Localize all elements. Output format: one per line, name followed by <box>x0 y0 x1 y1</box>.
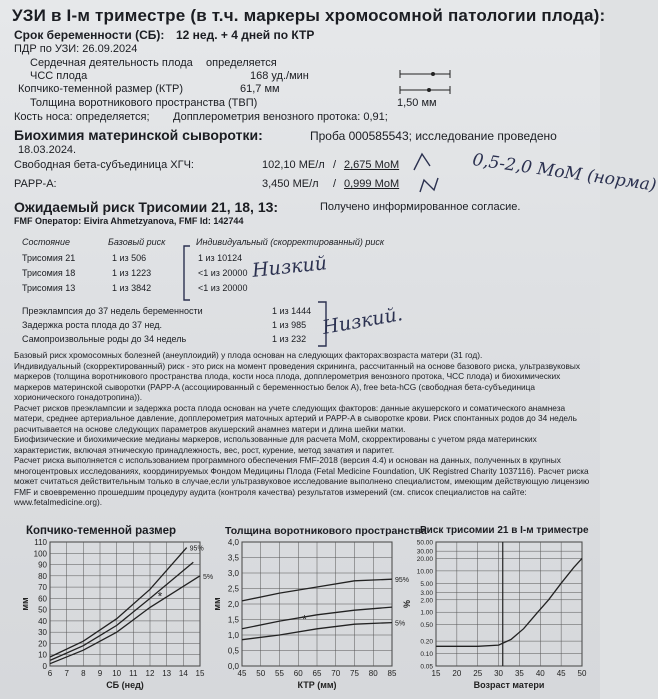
paragraph: Биофизические и биохимические медианы маркеров, использованные для расчета МоМ, скорректированы с учетом ряда материнских характеристик, включая этническую принадлежность, вес, рост, курение, метод зачатия и паритет. <box>14 434 537 455</box>
x-axis-label: КТР (мм) <box>297 680 337 690</box>
y-tick-label: 2,0 <box>227 600 239 609</box>
x-tick-label: 10 <box>112 669 122 678</box>
fhr-value: 168 уд./мин <box>250 70 309 82</box>
y-tick-label: 90 <box>38 560 47 570</box>
y-tick-label: 70 <box>38 583 47 593</box>
edd: ПДР по УЗИ: 26.09.2024 <box>14 43 138 55</box>
gestation-label: Срок беременности (СБ): <box>14 28 165 42</box>
paragraph: Расчет риска выполняется с использованием программного обеспечения FMF-2018 (версия 4.4) и основан на данных, полученных в крупных многоцентровых исследованиях, координируемых Фондом Медицины Плода (Fetal Medicine Foundation, UK Registred Charity 1037116). Расчет риска может считаться действительным только в случае,если ультразвуковое исследование выполнено специалистом, имеющим действующую лицензию FMF и своевременно прошедшим процедуру аудита (контроля качества) результатов измерений (см. список специалистов на сайте: www.fetalmedicine.org). <box>14 455 590 507</box>
paragraph: Базовый риск хромосомных болезней (анеуплоидий) у плода основан на следующих факторах:возраста матери (31 год). <box>14 350 483 360</box>
x-tick-label: 75 <box>350 669 359 678</box>
col-base-risk: Базовый риск <box>108 237 166 247</box>
gestation-value: 12 нед. + 4 дней по КТР <box>176 28 315 42</box>
handwritten-low-1: Низкий <box>251 252 328 282</box>
other-row-condition: Задержка роста плода до 37 нед. <box>22 320 162 330</box>
other-row-condition: Самопроизвольные роды до 34 недель <box>22 334 187 344</box>
y-tick-label: 0,5 <box>227 646 239 656</box>
series-line <box>50 548 187 657</box>
x-tick-label: 20 <box>452 669 462 678</box>
x-tick-label: 55 <box>275 669 284 678</box>
y-tick-label: 1,5 <box>227 615 239 625</box>
paragraph: Расчет рисков преэклампсии и задержка роста плода основан на учете следующих факторов: данные акушерского и соматического анамнеза матери, среднее артериальное давление, допплерометрия маточных артерий и PAPP-A в сыворотке крови. Риск спонтанных родов до 34 недель расчитывается на основе следующих параметров акушерский анамнез матери и длина шейки матки. <box>14 402 577 434</box>
x-tick-label: 50 <box>256 669 266 678</box>
x-tick-label: 15 <box>431 669 441 678</box>
report-title: УЗИ в I-м триместре (в т.ч. маркеры хромосомной патологии плода): <box>12 6 606 25</box>
table-row-base: 1 из 1223 <box>112 268 152 278</box>
y-axis-label: мм <box>20 597 30 611</box>
percentile-label: 5% <box>203 573 214 581</box>
hcg-label: Свободная бета-субъединица ХГЧ: <box>14 159 194 171</box>
y-tick-label: 20.00 <box>416 555 433 563</box>
y-tick-label: 60 <box>38 594 47 604</box>
x-tick-label: 85 <box>387 669 397 678</box>
papp-value: 3,450 МЕ/л <box>262 178 319 190</box>
chart-title-crl: Копчико-теменной размер <box>26 525 177 537</box>
table-row-condition: Трисомия 13 <box>22 283 76 293</box>
table-row-base: 1 из 506 <box>112 253 147 263</box>
col-individual-risk: Индивидуальный (скорректированный) риск <box>196 237 385 247</box>
x-tick-label: 14 <box>178 669 188 678</box>
handwritten-norm-note: 0,5-2,0 МоМ (норма) <box>471 150 658 196</box>
x-tick-label: 50 <box>577 669 587 678</box>
cardiac-activity-label: Сердечная деятельность плода <box>30 57 193 69</box>
x-tick-label: 9 <box>97 669 103 678</box>
x-tick-label: 65 <box>312 669 322 678</box>
other-row-risk: 1 из 985 <box>272 320 307 330</box>
hcg-mom: 2,675 МоМ <box>344 159 400 171</box>
nt-label: Толщина воротникового пространства (ТВП) <box>30 97 258 109</box>
chart-title-t21: Риск трисомии 21 в I-м триместре <box>420 525 589 536</box>
operator-line: FMF Оператор: Eivira Ahmetzyanova, FMF Id: 142744 <box>14 216 244 226</box>
y-tick-label: 3,0 <box>227 569 239 578</box>
handwritten-low-2: Низкий. <box>320 303 405 339</box>
y-tick-label: 10 <box>38 650 47 660</box>
y-tick-label: 0,0 <box>227 662 239 671</box>
y-tick-label: 50 <box>38 605 47 615</box>
measurement-point: * <box>157 589 163 604</box>
y-tick-label: 0.50 <box>420 622 433 630</box>
chart-crl <box>20 538 215 696</box>
other-row-condition: Преэклампсия до 37 недель беременности <box>22 306 203 316</box>
x-tick-label: 11 <box>129 669 138 678</box>
handwritten-check-marks <box>408 140 458 195</box>
y-tick-label: 2,5 <box>227 584 239 594</box>
x-tick-label: 80 <box>368 669 378 678</box>
measurement-point: * <box>302 612 307 627</box>
papp-slash: / <box>333 178 337 190</box>
chart-title-nt: Толщина воротникового пространства <box>225 525 427 537</box>
explanation-text <box>14 350 590 508</box>
chart-t21-risk <box>402 538 597 696</box>
x-tick-label: 45 <box>237 669 247 678</box>
paragraph: Индивидуальный (скорректированный) риск - это риск на момент проведения скрининга, рассчитанный на основе базового риска, ультразвуковых маркеров (толщина воротникового пространства плода, кости носа плода, допплерометрия венозного протока, ЧСС плода) и биохимических маркеров материнской сыворотки (PAPP-A (ассоциированный с беременностью белок А), free beta-hCG (свободная бета-субъединица хорионического гонадотропина)). <box>14 360 580 402</box>
y-axis-label: мм <box>212 597 222 611</box>
x-tick-label: 30 <box>494 669 504 678</box>
risk-title: Ожидаемый риск Трисомии 21, 18, 13: <box>14 199 279 215</box>
cardiac-activity-value: определяется <box>206 57 277 69</box>
consent-text: Получено информированное согласие. <box>320 201 521 213</box>
x-tick-label: 7 <box>64 669 69 678</box>
x-tick-label: 8 <box>81 669 86 678</box>
ductus-venosus: Допплерометрия венозного протока: 0,91; <box>173 111 388 123</box>
x-tick-label: 45 <box>556 669 566 678</box>
y-tick-label: 1,0 <box>227 631 239 640</box>
y-tick-label: 3,5 <box>227 553 239 563</box>
biochem-date: 18.03.2024. <box>18 144 77 156</box>
other-row-risk: 1 из 1444 <box>272 306 312 316</box>
x-tick-label: 60 <box>293 669 303 678</box>
nasal-bone: Кость носа: определяется; <box>14 111 150 123</box>
series-line <box>436 558 582 646</box>
x-tick-label: 25 <box>473 669 483 678</box>
crl-value: 61,7 мм <box>240 83 280 95</box>
y-tick-label: 1.00 <box>420 609 433 617</box>
x-tick-label: 13 <box>162 669 172 678</box>
sample-number: Проба 000585543; исследование проведено <box>310 129 557 143</box>
plot-frame <box>50 542 200 666</box>
y-tick-label: 2.00 <box>420 597 433 605</box>
y-tick-label: 80 <box>38 571 47 581</box>
crl-label: Копчико-теменной размер (КТР) <box>18 83 184 95</box>
y-tick-label: 5.00 <box>420 580 433 588</box>
series-line <box>50 562 193 660</box>
y-tick-label: 10.00 <box>416 568 433 576</box>
table-row-individual: 1 из 10124 <box>198 253 243 263</box>
x-axis-label: СБ (нед) <box>106 680 144 690</box>
y-tick-label: 0 <box>42 662 47 671</box>
y-tick-label: 0.05 <box>420 663 433 671</box>
percentile-label: 5% <box>395 620 406 628</box>
other-row-risk: 1 из 232 <box>272 334 307 344</box>
y-axis-label: % <box>402 599 412 609</box>
x-tick-label: 15 <box>195 669 205 678</box>
x-tick-label: 35 <box>514 669 524 678</box>
x-tick-label: 70 <box>331 669 341 678</box>
papp-label: PAPP-A: <box>14 178 57 190</box>
hcg-slash: / <box>333 159 337 171</box>
table-row-base: 1 из 3842 <box>112 283 152 293</box>
y-tick-label: 30.00 <box>416 548 433 556</box>
y-tick-label: 3.00 <box>420 590 433 598</box>
table-row-individual: <1 из 20000 <box>198 268 248 278</box>
table-row-condition: Трисомия 18 <box>22 268 76 278</box>
y-tick-label: 0.20 <box>420 638 433 646</box>
y-tick-label: 4,0 <box>227 538 239 547</box>
x-tick-label: 6 <box>47 669 53 678</box>
fhr-label: ЧСС плода <box>30 70 88 82</box>
percentile-label: 95% <box>395 577 410 585</box>
y-tick-label: 50.00 <box>416 539 433 547</box>
biochem-title: Биохимия материнской сыворотки: <box>14 127 263 143</box>
chart-nt <box>212 538 410 696</box>
table-row-condition: Трисомия 21 <box>22 253 76 263</box>
y-tick-label: 20 <box>38 639 47 649</box>
x-tick-label: 40 <box>535 669 545 678</box>
y-tick-label: 30 <box>38 628 47 638</box>
percentile-label: 95% <box>189 545 204 553</box>
table-row-individual: <1 из 20000 <box>198 283 248 293</box>
handwritten-bracket <box>180 244 194 304</box>
hcg-value: 102,10 МЕ/л <box>262 159 325 171</box>
col-condition: Состояние <box>22 237 70 247</box>
y-tick-label: 0.10 <box>420 651 433 659</box>
nt-value: 1,50 мм <box>397 97 437 109</box>
y-tick-label: 110 <box>34 538 47 547</box>
y-tick-label: 100 <box>33 549 47 559</box>
x-axis-label: Возраст матери <box>473 680 545 690</box>
y-tick-label: 40 <box>38 616 47 626</box>
x-tick-label: 12 <box>145 669 155 678</box>
papp-mom: 0,999 МоМ <box>344 178 400 190</box>
plot-frame <box>436 542 582 666</box>
